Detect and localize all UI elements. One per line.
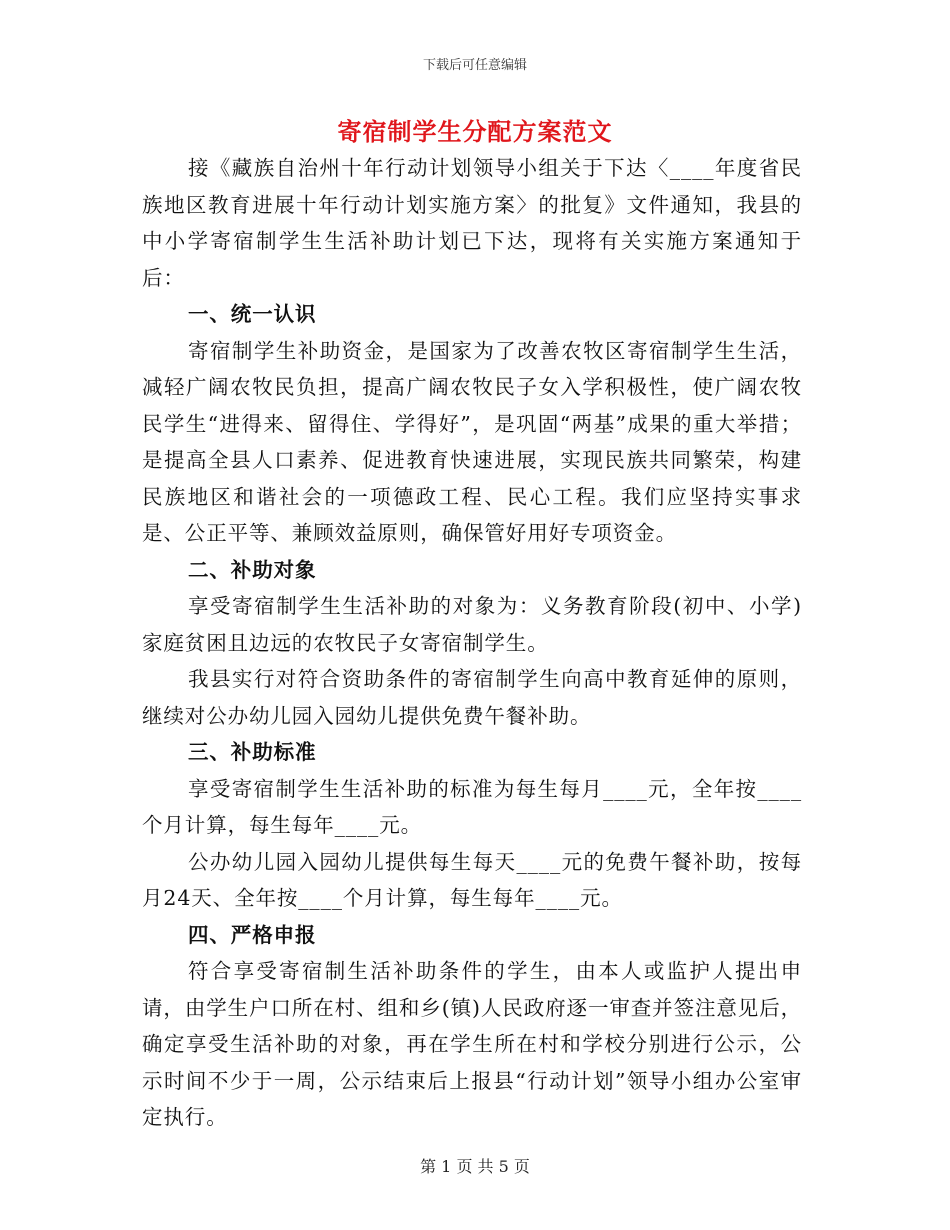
paragraph-section-2b: 我县实行对符合资助条件的寄宿制学生向高中教育延伸的原则，继续对公办幼儿园入园幼儿提供免费午餐补助。 — [142, 667, 802, 728]
section-heading-2: 二、补助对象 — [188, 557, 317, 582]
paragraph-section-4: 符合享受寄宿制生活补助条件的学生，由本人或监护人提出申请，由学生户口所在村、组和乡(镇)人民政府逐一审查并签注意见后，确定享受生活补助的对象，再在学生所在村和学校分别进行公示，公示时间不少于一周，公示结束后上报县“行动计划”领导小组办公室审定执行。 — [142, 959, 802, 1129]
paragraph-intro: 接《藏族自治州十年行动计划领导小组关于下达〈____年度省民族地区教育进展十年行动计划实施方案〉的批复》文件通知，我县的中小学寄宿制学生生活补助计划已下达，现将有关实施方案通知于后： — [142, 156, 802, 290]
document-body — [142, 150, 802, 1136]
paragraph-section-2a: 享受寄宿制学生生活补助的对象为：义务教育阶段(初中、小学)家庭贫困且边远的农牧民子女寄宿制学生。 — [142, 594, 802, 655]
paragraph-section-3b: 公办幼儿园入园幼儿提供每生每天____元的免费午餐补助，按每月24天、全年按____个月计算，每生每年____元。 — [142, 849, 802, 910]
paragraph-section-1: 寄宿制学生补助资金，是国家为了改善农牧区寄宿制学生生活，减轻广阔农牧民负担，提高广阔农牧民子女入学积极性，使广阔农牧民学生“进得来、留得住、学得好”，是巩固“两基”成果的重大举措；是提高全县人口素养、促进教育快速进展，实现民族共同繁荣，构建民族地区和谐社会的一项德政工程、民心工程。我们应坚持实事求是、公正平等、兼顾效益原则，确保管好用好专项资金。 — [142, 338, 802, 545]
page-footer-number: 第 1 页 共 5 页 — [420, 1157, 530, 1176]
paragraph-section-3a: 享受寄宿制学生生活补助的标准为每生每月____元，全年按____个月计算，每生每年____元。 — [142, 776, 802, 837]
section-heading-1: 一、统一认识 — [188, 302, 317, 326]
document-title: 寄宿制学生分配方案范文 — [337, 117, 613, 146]
section-heading-4: 四、严格申报 — [188, 922, 317, 947]
page-header-note: 下载后可任意编辑 — [422, 58, 527, 73]
section-heading-3: 三、补助标准 — [188, 740, 317, 764]
